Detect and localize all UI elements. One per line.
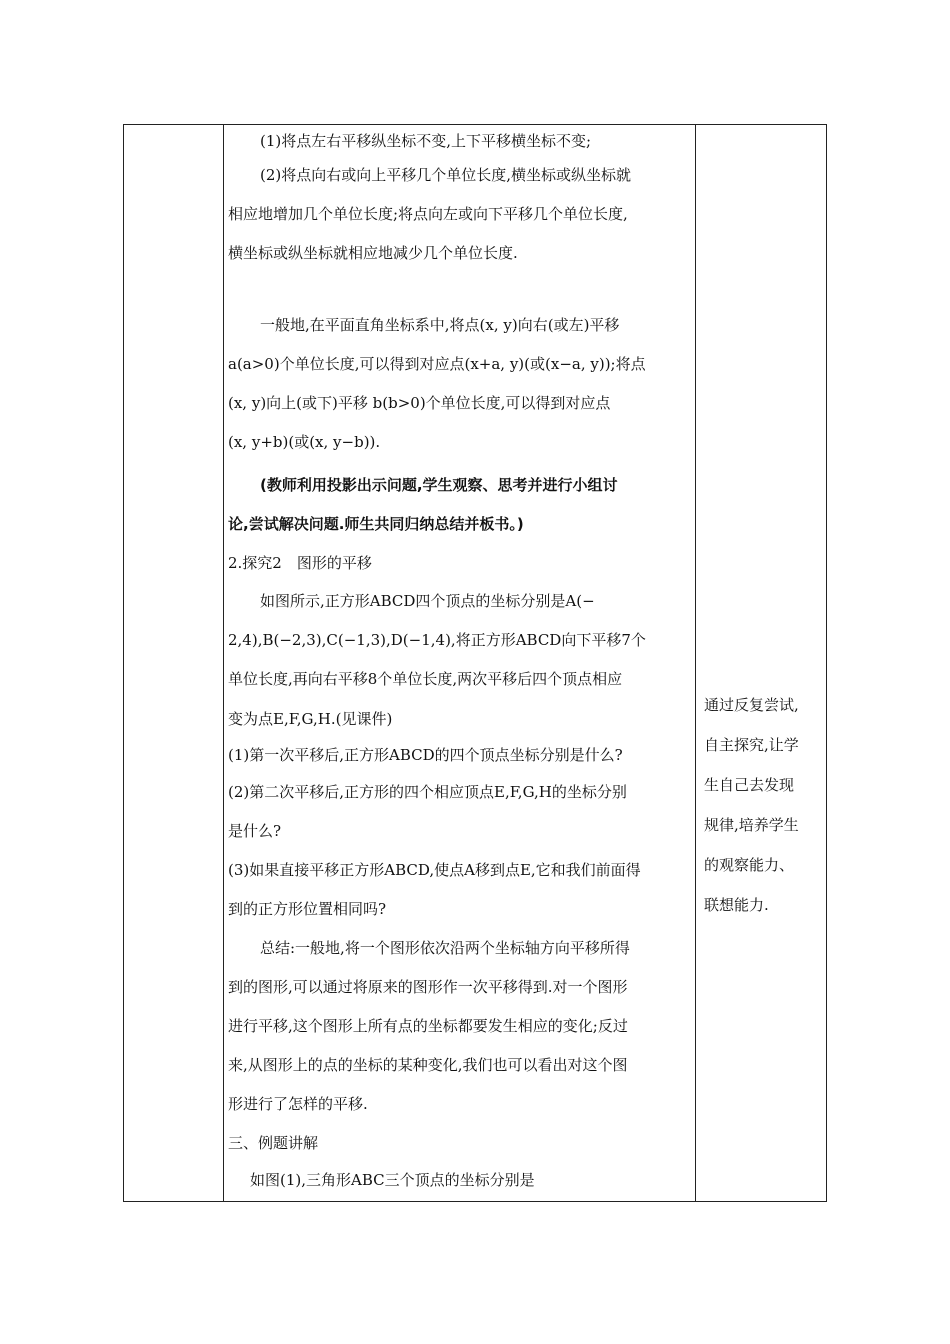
teacher-note-line-2: 论,尝试解决问题.师生共同归纳总结并板书。) [228, 515, 524, 533]
summary-line-1: 总结:一般地,将一个图形依次沿两个坐标轴方向平移所得 [260, 939, 630, 957]
rule-line-3: 相应地增加几个单位长度;将点向左或向下平移几个单位长度, [228, 205, 628, 223]
general-rule-line-3: (x, y)向上(或下)平移 b(b>0)个单位长度,可以得到对应点 [228, 394, 611, 412]
general-rule-line-4: (x, y+b)(或(x, y−b)). [228, 433, 381, 451]
problem-line-1: 如图所示,正方形ABCD四个顶点的坐标分别是A(− [260, 592, 595, 610]
problem-line-3: 单位长度,再向右平移8个单位长度,两次平移后四个顶点相应 [228, 670, 623, 688]
summary-line-2: 到的图形,可以通过将原来的图形作一次平移得到.对一个图形 [228, 978, 628, 996]
question-1: (1)第一次平移后,正方形ABCD的四个顶点坐标分别是什么? [228, 746, 623, 764]
summary-line-5: 形进行了怎样的平移. [228, 1095, 368, 1113]
general-rule-line-2: a(a>0)个单位长度,可以得到对应点(x+a, y)(或(x−a, y));将点 [228, 355, 646, 373]
section-heading-explore-2: 2.探究2 图形的平移 [228, 554, 372, 572]
column-divider-left [223, 125, 224, 1201]
remark-line-2: 自主探究,让学 [704, 736, 799, 754]
example-line-1: 如图(1),三角形ABC三个顶点的坐标分别是 [250, 1171, 535, 1189]
remark-line-3: 生自己去发现 [704, 776, 795, 794]
rule-line-2: (2)将点向右或向上平移几个单位长度,横坐标或纵坐标就 [260, 166, 632, 184]
general-rule-line-1: 一般地,在平面直角坐标系中,将点(x, y)向右(或左)平移 [260, 316, 620, 334]
summary-line-3: 进行平移,这个图形上所有点的坐标都要发生相应的变化;反过 [228, 1017, 628, 1035]
problem-line-2: 2,4),B(−2,3),C(−1,3),D(−1,4),将正方形ABCD向下平移7个 [228, 631, 646, 649]
remark-line-4: 规律,培养学生 [704, 816, 799, 834]
question-2-line-2: 是什么? [228, 822, 282, 840]
lesson-table [123, 124, 827, 1202]
question-3-line-2: 到的正方形位置相同吗? [228, 900, 387, 918]
rule-line-1: (1)将点左右平移纵坐标不变,上下平移横坐标不变; [260, 132, 592, 150]
remark-line-6: 联想能力. [704, 896, 769, 914]
section-heading-examples: 三、例题讲解 [228, 1134, 319, 1152]
rule-line-4: 横坐标或纵坐标就相应地减少几个单位长度. [228, 244, 518, 262]
remark-line-1: 通过反复尝试, [704, 696, 799, 714]
problem-line-4: 变为点E,F,G,H.(见课件) [228, 710, 393, 728]
summary-line-4: 来,从图形上的点的坐标的某种变化,我们也可以看出对这个图 [228, 1056, 628, 1074]
question-3-line-1: (3)如果直接平移正方形ABCD,使点A移到点E,它和我们前面得 [228, 861, 641, 879]
remark-line-5: 的观察能力、 [704, 856, 795, 874]
column-divider-right [695, 125, 696, 1201]
teacher-note-line-1: (教师利用投影出示问题,学生观察、思考并进行小组讨 [260, 476, 618, 494]
question-2-line-1: (2)第二次平移后,正方形的四个相应顶点E,F,G,H的坐标分别 [228, 783, 627, 801]
